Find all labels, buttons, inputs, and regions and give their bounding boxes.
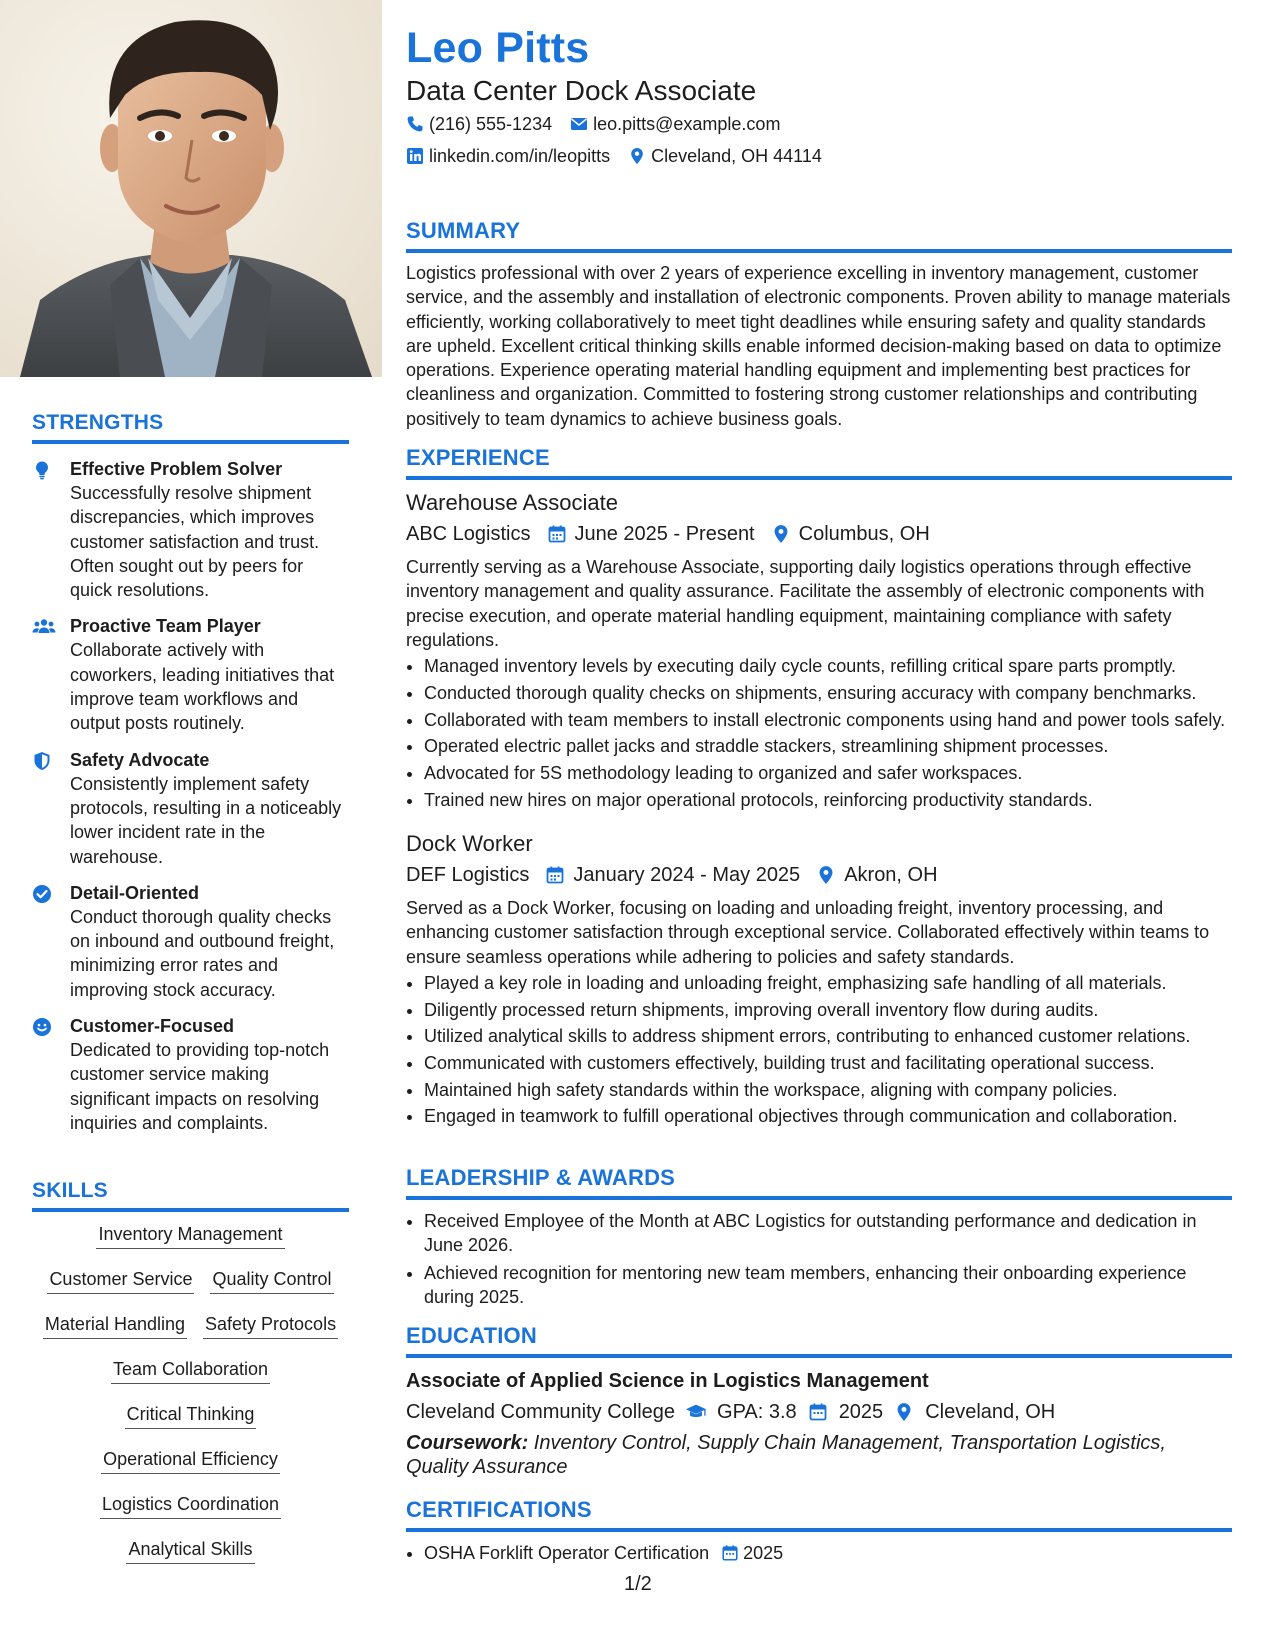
portrait-illustration: [0, 0, 382, 377]
job-company: DEF Logistics: [406, 863, 530, 886]
strength-item: [32, 615, 349, 735]
skill-tag: Critical Thinking: [125, 1403, 257, 1429]
contact-row: [406, 144, 822, 168]
award-bullet: • Achieved recognition for mentoring new team members, enhancing their onboarding experience during 2025.: [424, 1261, 1232, 1310]
certifications-heading: CERTIFICATIONS: [406, 1497, 1232, 1532]
location-pin-icon: [771, 524, 791, 544]
sidebar: [0, 0, 380, 1650]
strength-description: Collaborate actively with coworkers, leading initiatives that improve team workflows and output posts routinely.: [70, 640, 335, 734]
job-entry: [406, 489, 1232, 812]
phone-text: (216) 555-1234: [429, 114, 553, 134]
job-bullet: • Engaged in teamwork to fulfill operational objectives through communication and collaboration.: [424, 1104, 1232, 1128]
job-dates: June 2025 - Present: [574, 523, 755, 545]
degree-title: Associate of Applied Science in Logistics Management: [406, 1370, 929, 1392]
job-bullet: • Trained new hires on major operational protocols, reinforcing productivity standards.: [424, 788, 1232, 812]
strength-title: Effective Problem Solver: [70, 459, 283, 479]
skills-section: [32, 1179, 349, 1580]
skill-tag: Safety Protocols: [203, 1313, 338, 1339]
skill-tag: Logistics Coordination: [100, 1493, 281, 1519]
job-bullet: • Managed inventory levels by executing daily cycle counts, refilling critical spare parts promptly.: [424, 654, 1232, 678]
profile-photo: [0, 0, 382, 377]
strength-title: Customer-Focused: [70, 1016, 235, 1037]
job-role: Warehouse Associate: [406, 490, 618, 515]
contact-location: [628, 144, 822, 168]
job-bullet: • Maintained high safety standards within the workspace, aligning with company policies.: [424, 1078, 1232, 1102]
certifications-section: [406, 1497, 1232, 1568]
skill-tag: Inventory Management: [96, 1223, 284, 1249]
coursework-label: Coursework:: [406, 1432, 529, 1454]
location-pin-icon: [628, 147, 646, 165]
page-number: 1/2: [624, 1573, 652, 1595]
location-pin-icon: [893, 1402, 915, 1422]
strength-description: Successfully resolve shipment discrepancies, which improves customer satisfaction and trust. Often sought out by peers for quick resolutions.: [70, 483, 320, 601]
lightbulb-icon: [32, 458, 70, 602]
job-role: Dock Worker: [406, 830, 533, 856]
job-description: Served as a Dock Worker, focusing on loading and unloading freight, inventory processing, and enhancing customer satisfaction through exceptional service. Collaborated effectively within teams to ensure seamless operations while adhering to policies and safety standards.: [406, 897, 1210, 967]
phone-icon: [406, 115, 424, 133]
certifications-list: [406, 1541, 1232, 1565]
coursework-list: Inventory Control, Supply Chain Management, Transportation Logistics, Quality Assurance: [406, 1432, 1166, 1478]
job-company: ABC Logistics: [406, 523, 531, 545]
certification-name: • OSHA Forklift Operator Certification: [424, 1543, 710, 1563]
strength-description: Consistently implement safety protocols, resulting in a noticeably lower incident rate in the warehouse.: [70, 773, 342, 867]
envelope-icon: [570, 115, 588, 133]
skill-tag: Analytical Skills: [126, 1538, 254, 1564]
contact-email[interactable]: [570, 112, 780, 136]
skill-tag: Quality Control: [210, 1268, 333, 1294]
job-bullet: • Conducted thorough quality checks on shipments, ensuring accuracy with company benchmarks.: [424, 681, 1232, 705]
skill-tag: Customer Service: [47, 1268, 194, 1294]
school-name: Cleveland Community College: [406, 1401, 676, 1423]
location-pin-icon: [816, 865, 836, 885]
job-meta: [406, 520, 1232, 548]
leadership-section: [406, 1165, 1232, 1312]
leadership-heading: LEADERSHIP & AWARDS: [406, 1165, 1232, 1200]
linkedin-text: linkedin.com/in/leopitts: [429, 146, 611, 166]
job-bullet: • Communicated with customers effectively, building trust and facilitating operational success.: [424, 1051, 1232, 1075]
job-bullet: • Operated electric pallet jacks and straddle stackers, streamlining shipment processes.: [424, 734, 1232, 758]
strength-item: [32, 458, 349, 602]
contact-row: [406, 112, 780, 136]
contact-phone[interactable]: [406, 112, 552, 136]
award-bullet: • Received Employee of the Month at ABC Logistics for outstanding performance and dedication in June 2026.: [424, 1209, 1232, 1258]
strength-item: [32, 882, 349, 1002]
leadership-bullets: [406, 1209, 1232, 1309]
certification-year: 2025: [743, 1543, 784, 1563]
job-bullet: • Collaborated with team members to install electronic components using hand and power tools safely.: [424, 708, 1232, 732]
skill-tag: Material Handling: [43, 1313, 187, 1339]
summary-section: [406, 218, 1232, 431]
summary-text: Logistics professional with over 2 years of experience excelling in inventory management, customer service, and the assembly and installation of electronic components. Proven ability to manage materials efficiently, working collaboratively to meet tight deadlines while ensuring safety and quality standards are upheld. Excellent critical thinking skills enable informed decision-making based on data to optimize operations. Experience operating material handling equipment and implementing best practices for cleanliness and organization. Committed to fostering strong customer relationships and contributing positively to team dynamics to achieve business goals.: [406, 263, 1231, 429]
strengths-section: [32, 411, 349, 1135]
experience-heading: EXPERIENCE: [406, 445, 1232, 480]
strength-description: Conduct thorough quality checks on inbound and outbound freight, minimizing error rates and improving stock accuracy.: [70, 906, 335, 1000]
location-text: Cleveland, OH 44114: [651, 146, 822, 166]
job-bullets: [406, 654, 1232, 812]
education-heading: EDUCATION: [406, 1323, 1232, 1358]
smile-icon: [32, 1015, 70, 1135]
calendar-icon: [721, 1544, 739, 1562]
strengths-heading: STRENGTHS: [32, 411, 349, 444]
gpa-text: GPA: 3.8: [717, 1401, 797, 1423]
strength-description: Dedicated to providing top-notch customer service making significant impacts on resolving inquiries and complaints.: [70, 1040, 330, 1133]
job-meta: [406, 861, 1232, 889]
job-bullet: • Utilized analytical skills to address shipment errors, contributing to enhanced customer relations.: [424, 1024, 1232, 1048]
education-meta: [406, 1398, 1232, 1426]
job-entry: [406, 830, 1232, 1129]
linkedin-icon: [406, 147, 424, 165]
contact-linkedin[interactable]: [406, 144, 610, 168]
strength-item: [32, 749, 349, 869]
strength-item: [32, 1015, 349, 1135]
job-bullet: • Advocated for 5S methodology leading to organized and safer workspaces.: [424, 761, 1232, 785]
graduation-cap-icon: [685, 1402, 707, 1422]
job-description: Currently serving as a Warehouse Associate, supporting daily logistics operations through effective inventory management and quality assurance. Facilitate the assembly of electronic components with precise execution, and operate material handling equipment, maintaining compliance with safety regulations.: [406, 557, 1205, 650]
education-section: [406, 1323, 1232, 1479]
strength-title: Detail-Oriented: [70, 882, 200, 903]
job-title: Data Center Dock Associate: [406, 75, 757, 106]
skill-tag: Team Collaboration: [111, 1358, 270, 1384]
skill-tag: Operational Efficiency: [101, 1448, 280, 1474]
email-text: leo.pitts@example.com: [593, 114, 781, 134]
job-bullet: • Played a key role in loading and unloading freight, emphasizing safe handling of all materials.: [424, 971, 1232, 995]
users-icon: [32, 615, 70, 735]
job-dates: January 2024 - May 2025: [573, 863, 801, 886]
calendar-icon: [545, 865, 565, 885]
job-location: Akron, OH: [844, 863, 938, 886]
strength-title: Safety Advocate: [70, 749, 210, 770]
strength-title: Proactive Team Player: [70, 616, 261, 637]
job-bullet: • Diligently processed return shipments, improving overall inventory flow during audits.: [424, 998, 1232, 1022]
candidate-name: Leo Pitts: [406, 24, 590, 72]
coursework: [406, 1431, 1232, 1479]
summary-heading: SUMMARY: [406, 218, 1232, 253]
job-bullets: [406, 971, 1232, 1129]
experience-section: [406, 445, 1232, 1131]
shield-icon: [32, 749, 70, 869]
check-circle-icon: [32, 882, 70, 1002]
calendar-icon: [807, 1402, 829, 1422]
job-location: Columbus, OH: [798, 523, 930, 545]
skills-heading: SKILLS: [32, 1179, 349, 1212]
calendar-icon: [547, 524, 567, 544]
school-location: Cleveland, OH: [925, 1401, 1056, 1423]
graduation-year: 2025: [838, 1401, 884, 1423]
certification-item: [424, 1541, 1232, 1565]
